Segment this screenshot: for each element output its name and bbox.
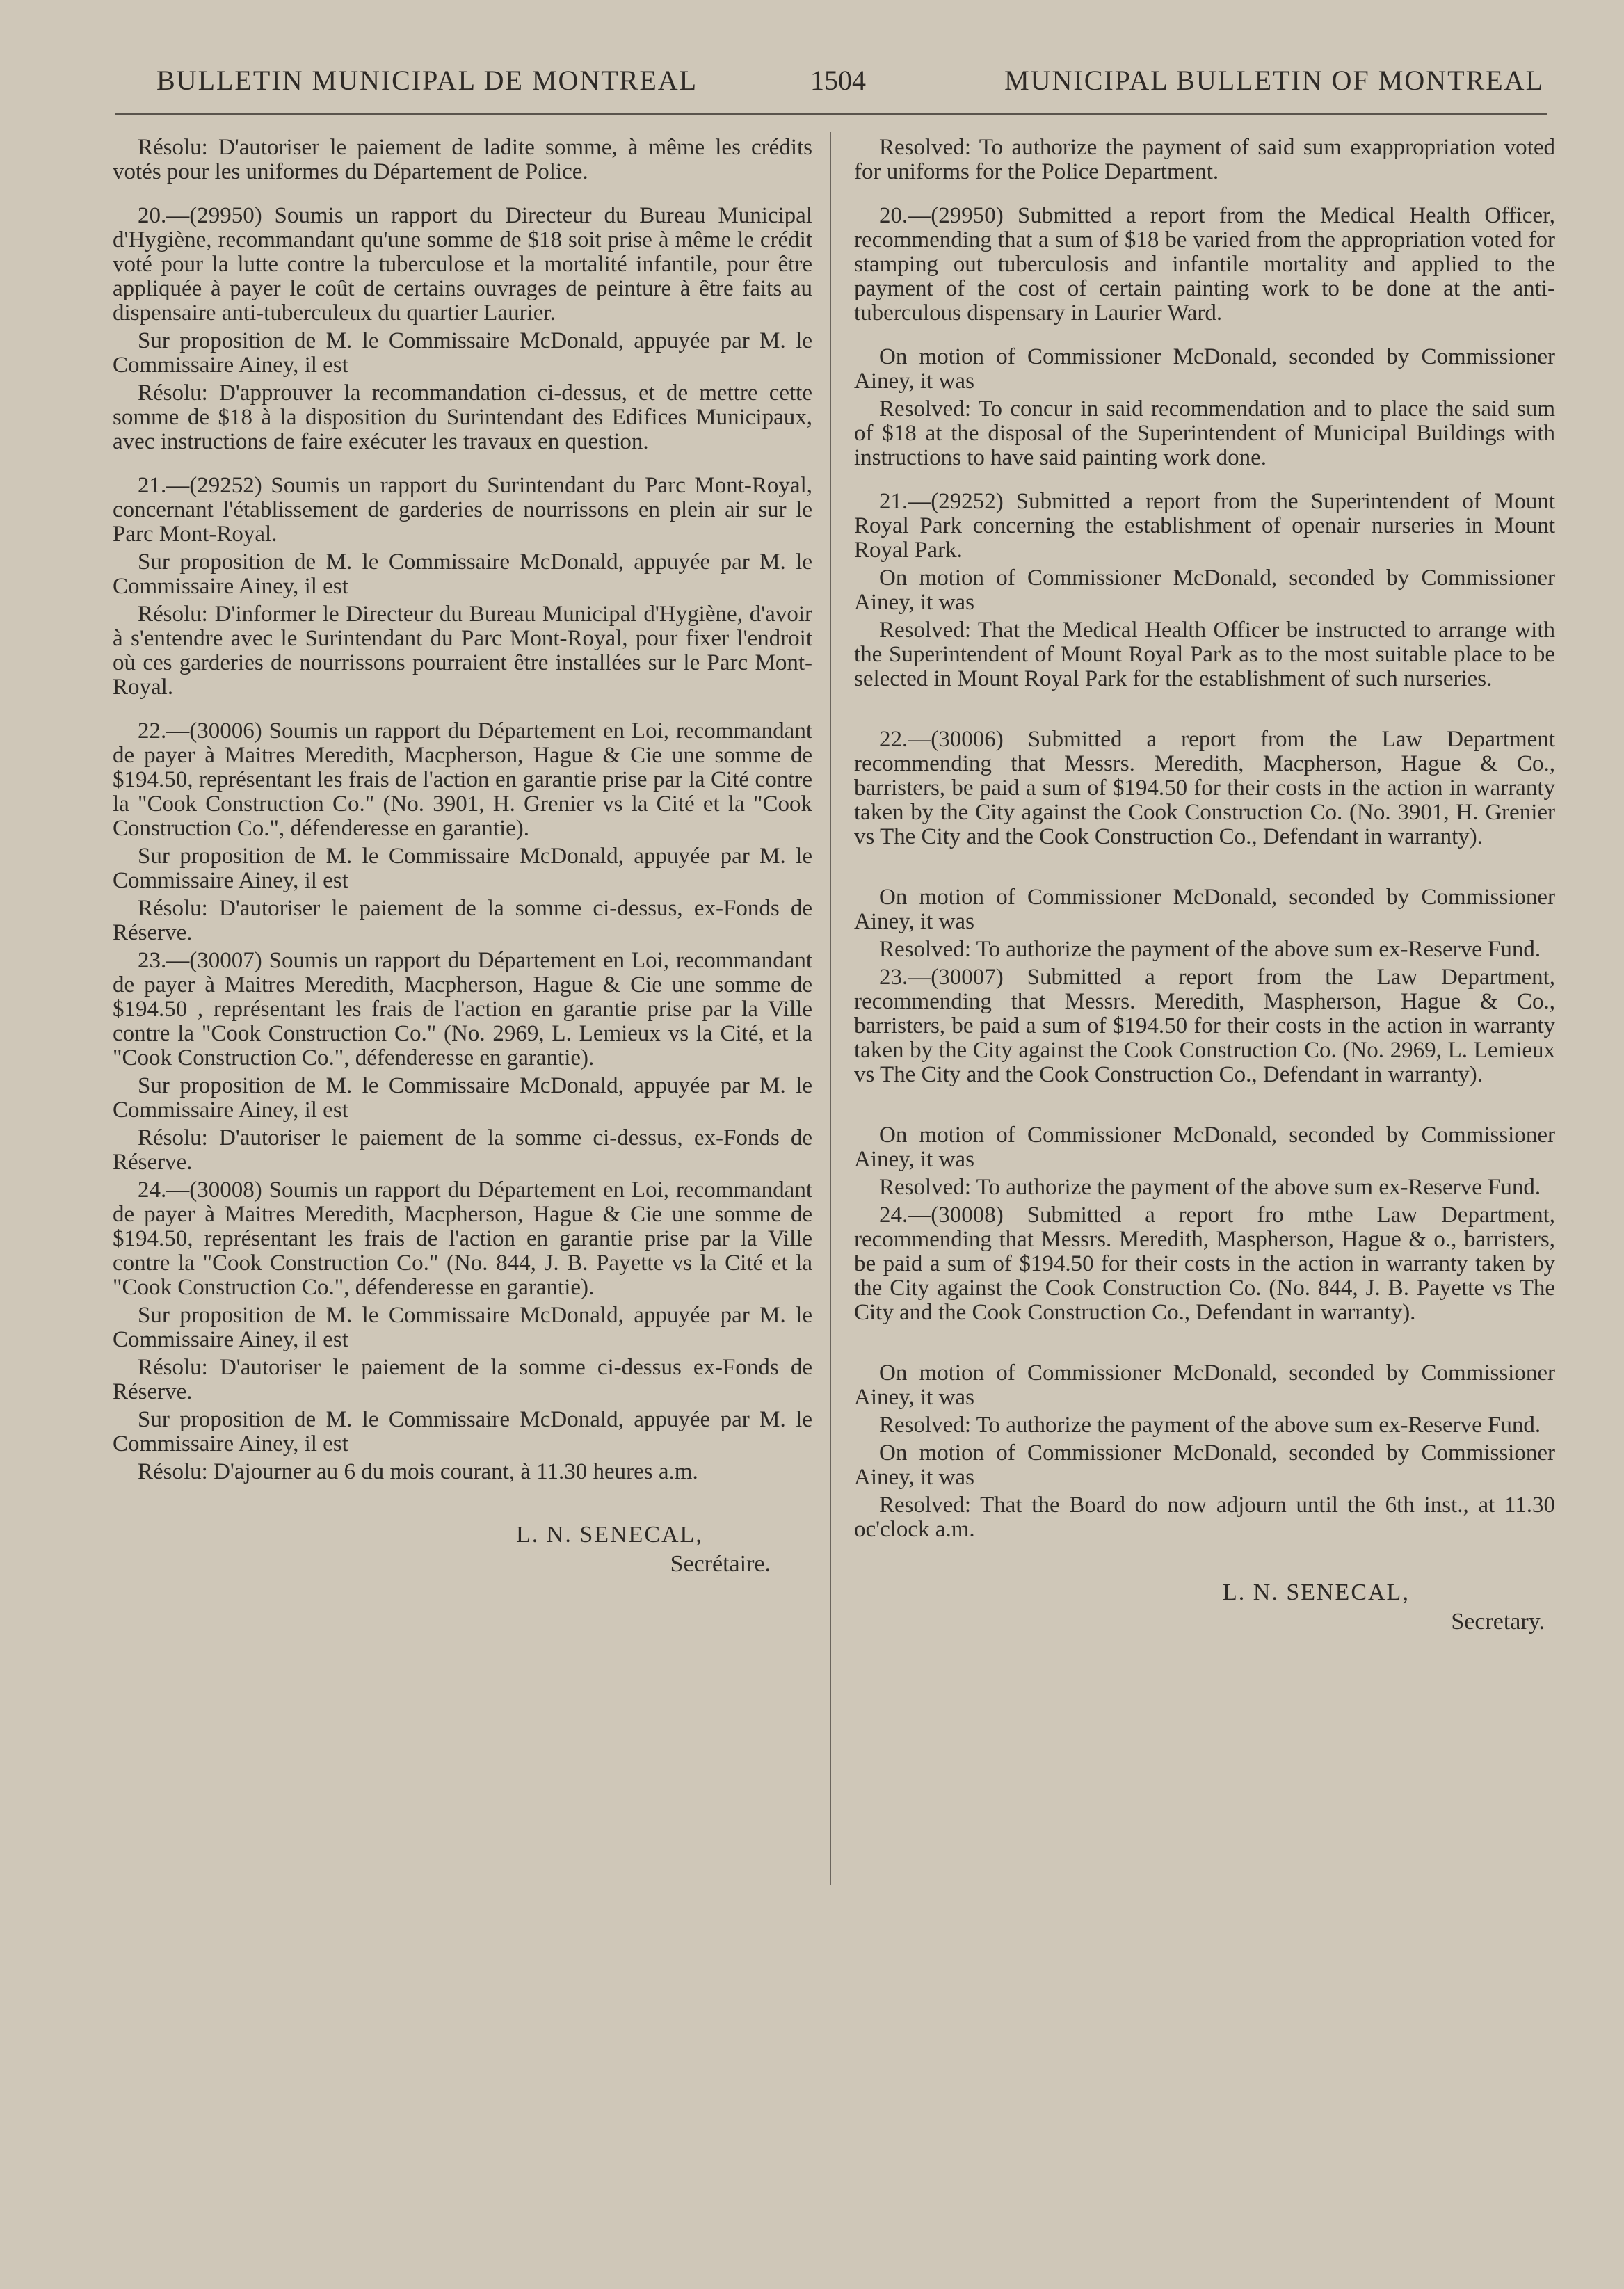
english-paragraph: 24.—(30008) Submitted a report fro mthe Law Department, recommending that Messrs. Meredith, Maspherson, Hague & o., barristers, be paid a sum of $194.50 for their costs in the action in warranty taken by the City against the Cook Construction Co. (No. 844, J. B. Payette vs The City and the Cook Construction Co., Defendant in warranty). (854, 1203, 1555, 1325)
french-paragraph: Sur proposition de M. le Commissaire McDonald, appuyée par M. le Commissaire Ainey, il est (113, 1303, 812, 1352)
english-paragraph: Resolved: That the Board do now adjourn until the 6th inst., at 11.30 oc'clock a.m. (854, 1493, 1555, 1542)
signature-title: Secretary. (1451, 1609, 1545, 1635)
french-paragraph: Sur proposition de M. le Commissaire McDonald, appuyée par M. le Commissaire Ainey, il est (113, 549, 812, 599)
french-paragraph: Sur proposition de M. le Commissaire McDonald, appuyée par M. le Commissaire Ainey, il est (113, 328, 812, 378)
french-paragraph: Sur proposition de M. le Commissaire McDonald, appuyée par M. le Commissaire Ainey, il est (113, 1073, 812, 1123)
english-paragraph: Resolved: That the Medical Health Officer be instructed to arrange with the Superintendent of Mount Royal Park as to the most suitable place to be selected in Mount Royal Park for the establishment of such nurseries. (854, 618, 1555, 691)
french-paragraph: Sur proposition de M. le Commissaire McDonald, appuyée par M. le Commissaire Ainey, il est (113, 844, 812, 893)
english-signature (854, 1578, 1555, 1637)
english-column (854, 136, 1555, 1637)
french-paragraph: Résolu: D'autoriser le paiement de ladite somme, à même les crédits votés pour les uniformes du Département de Police. (113, 135, 812, 184)
signature-name: L. N. SENECAL, (1223, 1580, 1410, 1605)
french-paragraph: Résolu: D'ajourner au 6 du mois courant, à 11.30 heures a.m. (138, 1459, 698, 1484)
french-signature (113, 1520, 812, 1579)
header-title-english: MUNICIPAL BULLETIN OF MONTREAL (1004, 65, 1544, 96)
column-divider (830, 132, 831, 1885)
signature-name: L. N. SENECAL, (516, 1522, 703, 1548)
french-paragraph: Résolu: D'approuver la recommandation ci-dessus, et de mettre cette somme de $18 à la disposition du Surintendant des Edifices Municipaux, avec instructions de faire exécuter les travaux en question. (113, 380, 812, 454)
header-rule (115, 113, 1547, 115)
french-paragraph: 20.—(29950) Soumis un rapport du Directeur du Bureau Municipal d'Hygiène, recommandant qu'une somme de $18 soit prise à même le crédit voté pour la lutte contre la tuberculose et la mortalité infantile, pour être appliquée à payer le coût de certains ouvrages de peinture à être faits au dispensaire anti-tuberculeux du quartier Laurier. (113, 203, 812, 326)
page-header (118, 57, 1544, 106)
english-paragraph: 21.—(29252) Submitted a report from the Superintendent of Mount Royal Park concerning the establishment of openair nurseries in Mount Royal Park. (854, 489, 1555, 563)
english-paragraph: 22.—(30006) Submitted a report from the Law Department recommending that Messrs. Meredith, Macpherson, Hague & Co., barristers, be paid a sum of $194.50 for their costs in the action in warranty taken by the City against the Cook Construction Co. (No. 3901, H. Grenier vs The City and the Cook Construction Co., Defendant in warranty). (854, 727, 1555, 849)
english-paragraph: On motion of Commissioner McDonald, seconded by Commissioner Ainey, it was (854, 1360, 1555, 1410)
english-paragraph: Resolved: To authorize the payment of the above sum ex-Reserve Fund. (879, 1175, 1541, 1200)
english-paragraph: On motion of Commissioner McDonald, seconded by Commissioner Ainey, it was (854, 885, 1555, 934)
french-paragraph: Résolu: D'informer le Directeur du Bureau Municipal d'Hygiène, d'avoir à s'entendre avec le Surintendant du Parc Mont-Royal, pour fixer l'endroit où ces garderies de nourrissons pourraient être installées sur le Parc Mont-Royal. (113, 602, 812, 700)
french-paragraph: Résolu: D'autoriser le paiement de la somme ci-dessus, ex-Fonds de Réserve. (113, 1125, 812, 1175)
english-paragraph: 23.—(30007) Submitted a report from the Law Department, recommending that Messrs. Meredith, Maspherson, Hague & Co., barristers, be paid a sum of $194.50 for their costs in the action in warranty taken by the City against the Cook Construction Co. (No. 2969, L. Lemieux vs The City and the Cook Construction Co., Defendant in warranty). (854, 965, 1555, 1087)
english-paragraph: On motion of Commissioner McDonald, seconded by Commissioner Ainey, it was (854, 1440, 1555, 1490)
french-paragraph: 24.—(30008) Soumis un rapport du Département en Loi, recommandant de payer à Maitres Meredith, Macpherson, Hague & Cie une somme de $194.50, représentant les frais de l'action en garantie prise par la Ville contre la "Cook Construction Co." (No. 844, J. B. Payette vs la Cité et la "Cook Construction Co.", défenderesse en garantie). (113, 1178, 812, 1300)
french-paragraph: Résolu: D'autoriser le paiement de la somme ci-dessus, ex-Fonds de Réserve. (113, 896, 812, 945)
english-paragraph: On motion of Commissioner McDonald, seconded by Commissioner Ainey, it was (854, 1123, 1555, 1172)
french-paragraph: Résolu: D'autoriser le paiement de la somme ci-dessus ex-Fonds de Réserve. (113, 1355, 812, 1404)
english-paragraph: Resolved: To authorize the payment of said sum exappropriation voted for uniforms for the Police Department. (854, 135, 1555, 184)
english-paragraph: Resolved: To authorize the payment of the above sum ex-Reserve Fund. (879, 1413, 1541, 1438)
french-column (113, 136, 812, 1579)
page-number: 1504 (810, 65, 866, 96)
french-paragraph: 21.—(29252) Soumis un rapport du Surintendant du Parc Mont-Royal, concernant l'établissement de garderies de nourrissons en plein air sur le Parc Mont-Royal. (113, 473, 812, 547)
french-paragraph: 23.—(30007) Soumis un rapport du Département en Loi, recommandant de payer à Maitres Meredith, Macpherson, Hague & Cie une somme de $194.50 , représentant les frais de l'action en garantie prise par la Ville contre la "Cook Construction Co." (No. 2969, L. Lemieux vs la Cité, et la "Cook Construction Co.", défenderesse en garantie). (113, 948, 812, 1070)
french-paragraph: Sur proposition de M. le Commissaire McDonald, appuyée par M. le Commissaire Ainey, il est (113, 1407, 812, 1456)
english-paragraph: On motion of Commissioner McDonald, seconded by Commissioner Ainey, it was (854, 344, 1555, 394)
english-paragraph: Resolved: To authorize the payment of the above sum ex-Reserve Fund. (879, 937, 1541, 962)
signature-title: Secrétaire. (670, 1551, 771, 1577)
english-paragraph: Resolved: To concur in said recommendation and to place the said sum of $18 at the disposal of the Superintendent of Municipal Buildings with instructions to have said painting work done. (854, 396, 1555, 470)
english-paragraph: On motion of Commissioner McDonald, seconded by Commissioner Ainey, it was (854, 565, 1555, 615)
french-paragraph: 22.—(30006) Soumis un rapport du Département en Loi, recommandant de payer à Maitres Meredith, Macpherson, Hague & Cie une somme de $194.50, représentant les frais de l'action en garantie prise par la Cité contre la "Cook Construction Co." (No. 3901, H. Grenier vs la Cité et la "Cook Construction Co.", défenderesse en garantie). (113, 718, 812, 841)
header-title-french: BULLETIN MUNICIPAL DE MONTREAL (156, 65, 698, 96)
english-paragraph: 20.—(29950) Submitted a report from the Medical Health Officer, recommending that a sum of $18 be varied from the appropriation voted for stamping out tuberculosis and infantile mortality and applied to the payment of the cost of certain painting work to be done at the anti-tuberculous dispensary in Laurier Ward. (854, 203, 1555, 326)
